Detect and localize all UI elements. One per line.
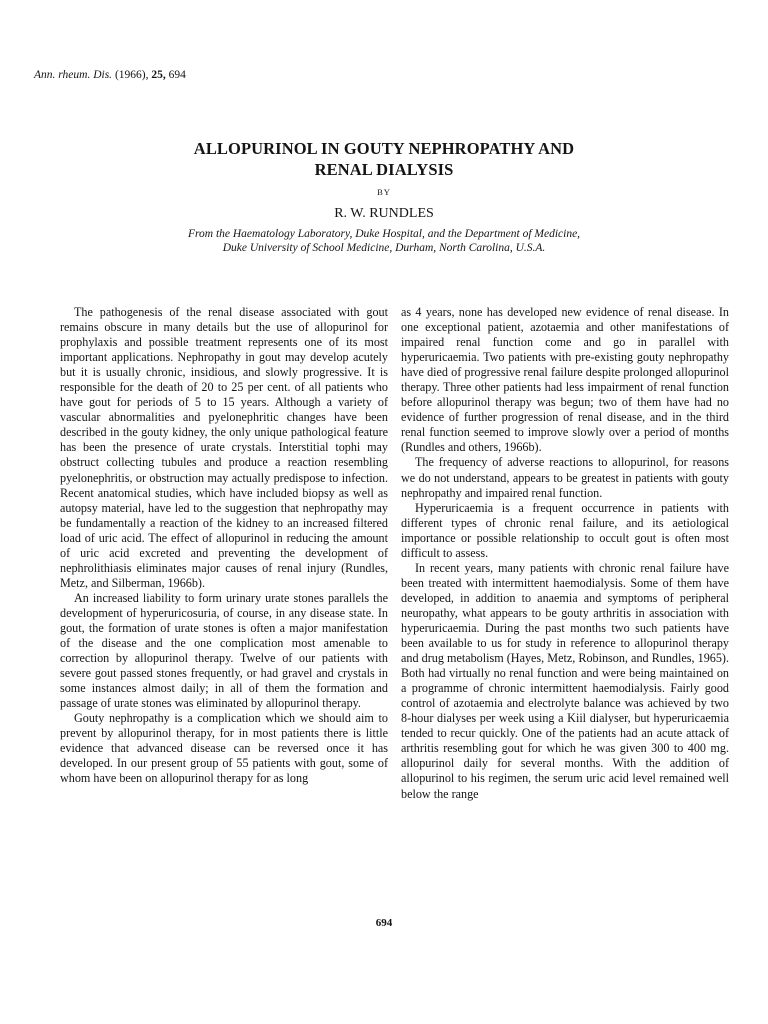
paragraph: Hyperuricaemia is a frequent occurrence in patients with different types of chronic renal failure, and its aetiological importance or possible relationship to occult gout is often most difficult to assess. bbox=[401, 500, 729, 560]
affiliation-line-2: Duke University of School Medicine, Durham, North Carolina, U.S.A. bbox=[222, 242, 546, 254]
article-title bbox=[0, 138, 768, 180]
author-name: R. W. RUNDLES bbox=[334, 206, 434, 221]
paragraph: An increased liability to form urinary urate stones parallels the development of hyperuricosuria, of course, in any disease state. In gout, the formation of urate stones is often a major manifestation of the disease and the one complication most amenable to correction by allopurinol therapy. Twelve of our patients with severe gout passed stones frequently, or had gravel and crystals in some instances almost daily; in all of them the formation and passage of urate stones was eliminated by allopurinol therapy. bbox=[60, 590, 388, 711]
title-line-2: RENAL DIALYSIS bbox=[314, 160, 454, 179]
byline-label: BY bbox=[377, 187, 391, 197]
paragraph: The frequency of adverse reactions to allopurinol, for reasons we do not understand, appears to be greatest in patients with gouty nephropathy and impaired renal function. bbox=[401, 455, 729, 500]
paragraph: The pathogenesis of the renal disease associated with gout remains obscure in many details but the use of allopurinol for prophylaxis and possible treatment represents one of its most important applications. Nephropathy in gout may develop acutely but it is usually chronic, insidious, and slowly progressive. It is responsible for the death of 20 to 25 per cent. of all patients who have gout for periods of 5 to 15 years. Although a variety of vascular abnormalities and pyelonephritic changes have been described in the gouty kidney, the only unique pathological feature has been the presence of urate crystals. Interstitial tophi may obstruct collecting tubules and produce a reaction resembling pyelonephritis, or obstruction may actually predispose to infection. Recent anatomical studies, which have included biopsy as well as autopsy material, have led to the suggestion that nephropathy may be fundamentally a reaction of the kidney to an increased filtered load of uric acid. The effect of allopurinol in reducing the amount of uric acid excreted and preventing the development of nephrolithiasis eliminates major causes of renal injury (Rundles, Metz, and Silberman, 1966b). bbox=[60, 305, 388, 590]
journal-name: Ann. rheum. Dis. bbox=[34, 69, 113, 81]
author-affiliation bbox=[0, 227, 768, 255]
left-column bbox=[60, 305, 388, 787]
paragraph-continued: as 4 years, none has developed new evidence of renal disease. In one exceptional patient, azotaemia and other manifestations of impaired renal function come and go in parallel with hyperuricaemia. Two patients with pre-existing gouty nephropathy have died of progressive renal failure despite prolonged allopurinol therapy. Three other patients had less impairment of renal function before allopurinol therapy was begun; two of them have had no evidence of further progression of renal disease, and in the third renal function seemed to improve slowly over a period of months (Rundles and others, 1966b). bbox=[401, 305, 729, 455]
title-line-1: ALLOPURINOL IN GOUTY NEPHROPATHY AND bbox=[193, 139, 575, 158]
paragraph: Gouty nephropathy is a complication which we should aim to prevent by allopurinol therapy, for in most patients there is little evidence that advanced disease can be reversed once it has developed. In our present group of 55 patients with gout, some of whom have been on allopurinol therapy for as long bbox=[60, 711, 388, 786]
right-column bbox=[401, 305, 729, 802]
paragraph: In recent years, many patients with chronic renal failure have been treated with intermittent haemodialysis. Some of them have developed, in addition to anaemia and symptoms of peripheral neuropathy, what appears to be gouty arthritis in association with hyperuricaemia. During the past months two such patients have been available to us for study in reference to allopurinol therapy and drug metabolism (Hayes, Metz, Robinson, and Rundles, 1965). Both had virtually no renal function and were being maintained on a programme of chronic intermittent haemodialysis. Fairly good control of azotaemia and electrolyte balance was achieved by two 8-hour dialyses per week using a Kiil dialyser, but hyperuricaemia tended to recur quickly. One of the patients had an acute attack of arthritis resembling gout for which he was given 300 to 400 mg. allopurinol daily for several months. With the addition of allopurinol to his regimen, the serum uric acid level remained well below the range bbox=[401, 560, 729, 801]
journal-page: 694 bbox=[168, 69, 186, 81]
journal-year: (1966), bbox=[114, 69, 149, 81]
affiliation-line-1: From the Haematology Laboratory, Duke Hospital, and the Department of Medicine, bbox=[187, 228, 581, 240]
journal-citation bbox=[34, 68, 186, 82]
journal-volume: 25, bbox=[151, 69, 166, 81]
page-number: 694 bbox=[375, 917, 393, 929]
